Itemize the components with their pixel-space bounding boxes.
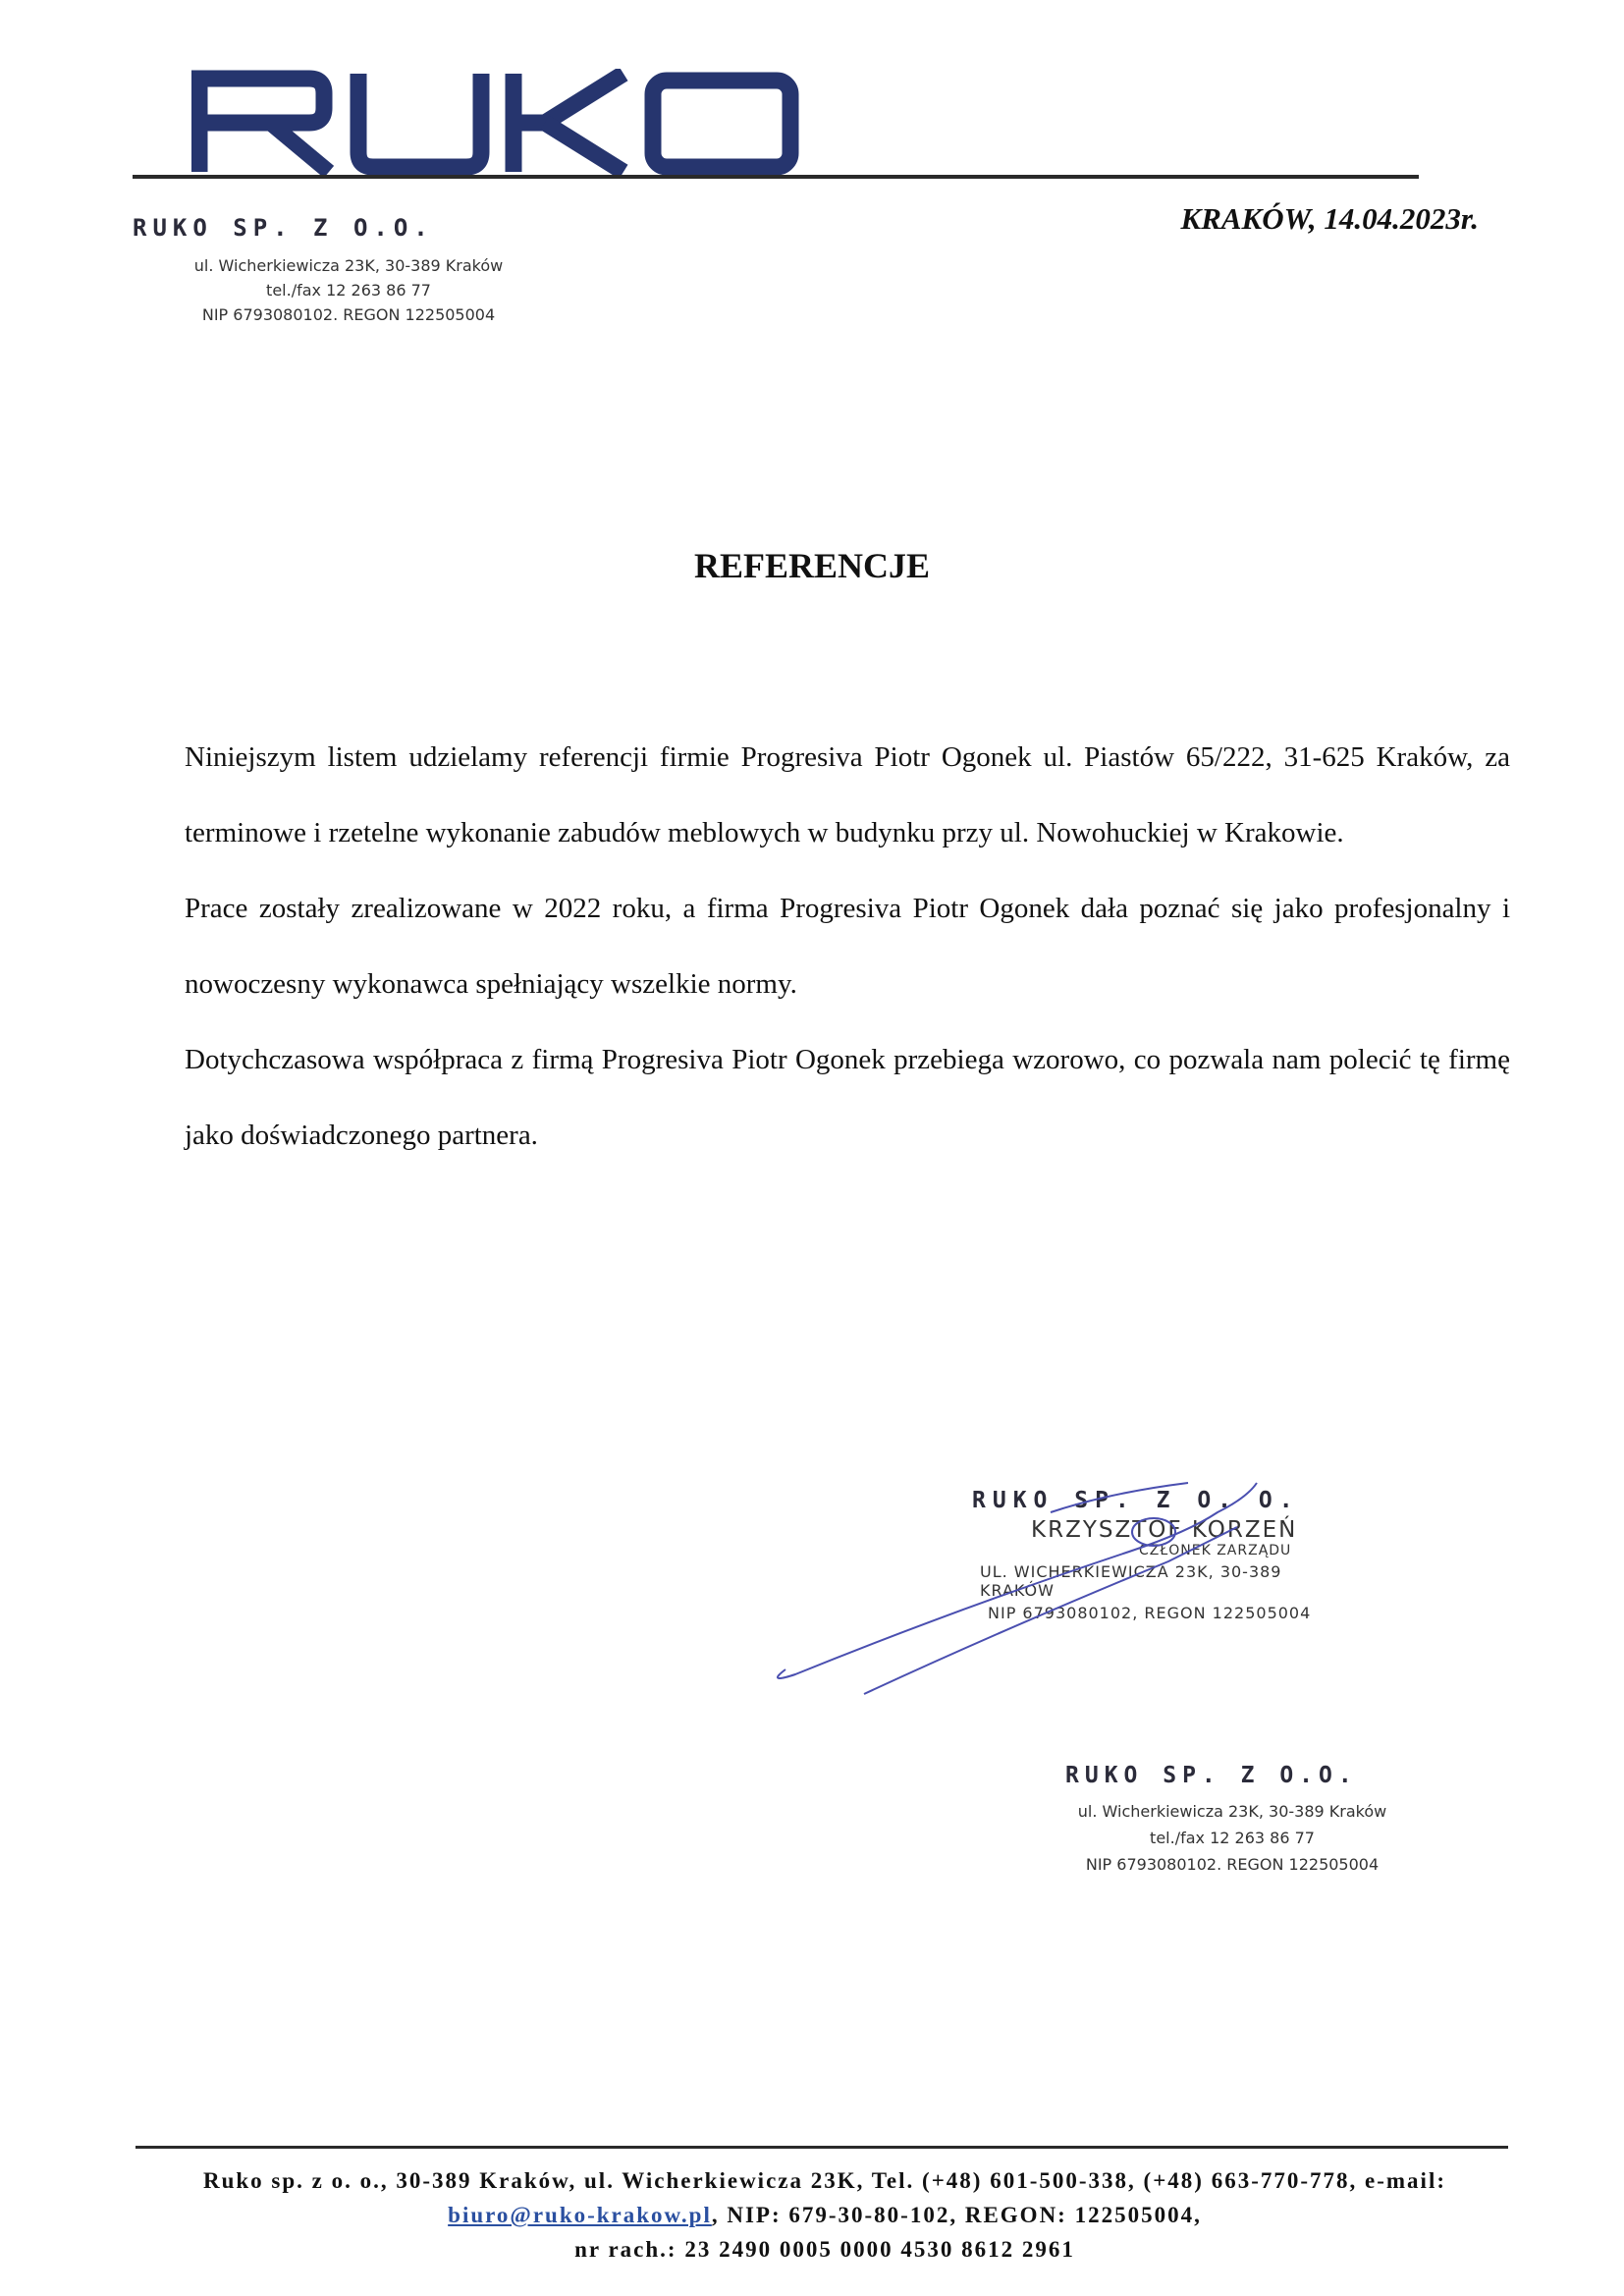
body-paragraph-2: Prace zostały zrealizowane w 2022 roku, a firma Progresiva Piotr Ogonek dała poznać się jako profesjonalny i nowoczesny wykonawca spełniający wszelkie normy. bbox=[185, 893, 1510, 1000]
document-title: REFERENCJE bbox=[693, 546, 931, 585]
company-stamp-ids: NIP 6793080102. REGON 122505004 bbox=[1085, 1855, 1380, 1874]
company-stamp-address: ul. Wicherkiewicza 23K, 30-389 Kraków bbox=[1077, 1802, 1387, 1821]
signature-stamp-role: CZŁONEK ZARZĄDU bbox=[1139, 1543, 1292, 1558]
company-stamp-phone: tel./fax 12 263 86 77 bbox=[1150, 1829, 1315, 1847]
footer-email-link[interactable]: biuro@ruko-krakow.pl bbox=[448, 2203, 712, 2227]
letter-body bbox=[185, 720, 1510, 1174]
footer-account: nr rach.: 23 2490 0005 0000 4530 8612 2961 bbox=[574, 2237, 1075, 2262]
header-company-name: RUKO SP. Z O.O. bbox=[133, 214, 434, 242]
signature-stamp-address: UL. WICHERKIEWICZA 23K, 30-389 KRAKÓW bbox=[980, 1562, 1282, 1600]
ruko-logo bbox=[191, 69, 800, 177]
body-paragraph-1: Niniejszym listem udzielamy referencji firmie Progresiva Piotr Ogonek ul. Piastów 65/222, 31-625 Kraków, za terminowe i rzetelne wykonanie zabudów meblowych w budynku przy ul. Nowohuckiej w Krakowie. bbox=[185, 741, 1510, 848]
letter-date: KRAKÓW, 14.04.2023r. bbox=[1180, 201, 1479, 236]
company-stamp-name: RUKO SP. Z O.O. bbox=[1065, 1763, 1358, 1788]
handwritten-signature bbox=[756, 1473, 1306, 1699]
signature-stamp-company: RUKO SP. Z O. O. bbox=[972, 1488, 1300, 1513]
footer-divider bbox=[135, 2146, 1508, 2149]
footer-ids: , NIP: 679-30-80-102, REGON: 122505004, bbox=[711, 2203, 1202, 2227]
header-company-block bbox=[133, 214, 565, 327]
header-divider bbox=[133, 175, 1419, 179]
signature-stamp-ids: NIP 6793080102, REGON 122505004 bbox=[988, 1604, 1312, 1622]
header-phone: tel./fax 12 263 86 77 bbox=[266, 281, 431, 300]
footer-contact: Ruko sp. z o. o., 30-389 Kraków, ul. Wicherkiewicza 23K, Tel. (+48) 601-500-338, (+48) 663-770-778, e-mail: bbox=[202, 2168, 1446, 2193]
body-paragraph-3: Dotychczasowa współpraca z firmą Progresiva Piotr Ogonek przebiega wzorowo, co pozwala nam polecić tę firmę jako doświadczonego partnera. bbox=[185, 1044, 1510, 1151]
company-stamp bbox=[1065, 1763, 1399, 1878]
signature-stamp-person: KRZYSZTOF KORZEŃ bbox=[1031, 1517, 1298, 1543]
footer bbox=[177, 2163, 1473, 2267]
header-ids: NIP 6793080102. REGON 122505004 bbox=[201, 305, 496, 324]
header-address: ul. Wicherkiewicza 23K, 30-389 Kraków bbox=[193, 256, 504, 275]
